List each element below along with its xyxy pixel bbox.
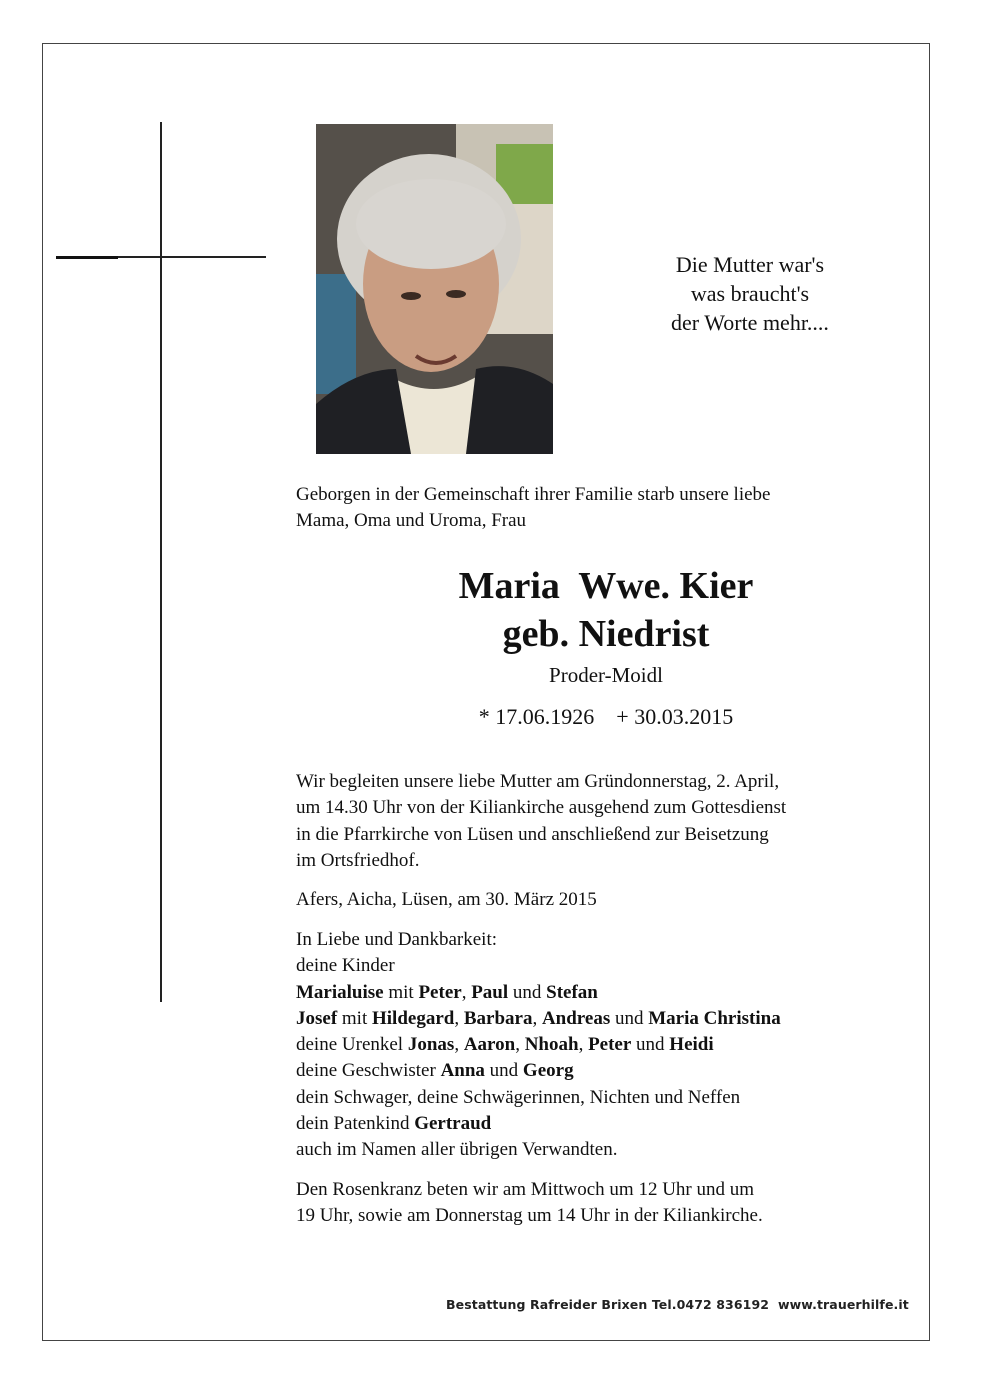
funeral-home-footer: Bestattung Rafreider Brixen Tel.0472 836192 www.trauerhilfe.it (446, 1297, 909, 1312)
house-nickname: Proder-Moidl (549, 663, 663, 687)
children-label: deine Kinder (296, 955, 395, 977)
rosary-line: Den Rosenkranz beten wir am Mittwoch um 12 Uhr und um (296, 1179, 755, 1200)
mourner-line: auch im Namen aller übrigen Verwandten. (296, 1139, 618, 1161)
birth-name: geb. Niedrist (502, 613, 710, 655)
mourner-line: deine Geschwister Anna und Georg (296, 1060, 574, 1082)
mourners-intro: In Liebe und Dankbarkeit: (296, 929, 498, 950)
deceased-name: Maria Wwe. Kier (458, 565, 754, 607)
mourner-line: dein Patenkind Gertraud (296, 1113, 492, 1135)
quote-line: der Worte mehr.... (671, 310, 829, 335)
cross-vertical-bar (160, 122, 162, 1002)
place-date (296, 887, 936, 913)
funeral-line: Wir begleiten unsere liebe Mutter am Gründonnerstag, 2. April, (296, 771, 780, 792)
place-date-text: Afers, Aicha, Lüsen, am 30. März 2015 (296, 889, 597, 910)
funeral-line: in die Pfarrkirche von Lüsen und anschließend zur Beisetzung (296, 823, 769, 845)
mourner-line: Josef mit Hildegard, Barbara, Andreas und Maria Christina (296, 1007, 781, 1029)
funeral-line: um 14.30 Uhr von der Kiliankirche ausgehend zum Gottesdienst (296, 797, 787, 819)
life-dates: * 17.06.1926 + 30.03.2015 (478, 704, 734, 729)
rosary-notice (296, 1177, 936, 1230)
cross-horizontal-accent (56, 256, 118, 259)
mourner-line: Marialuise mit Peter, Paul und Stefan (296, 981, 598, 1003)
intro-text (296, 482, 896, 534)
quote-line: Die Mutter war's (675, 252, 825, 277)
quote-line: was braucht's (690, 281, 810, 306)
mourner-line: deine Urenkel Jonas, Aaron, Nhoah, Peter und Heidi (296, 1034, 714, 1056)
funeral-line: im Ortsfriedhof. (296, 849, 420, 871)
intro-line: Mama, Oma und Uroma, Frau (296, 510, 527, 531)
mourner-line: dein Schwager, deine Schwägerinnen, Nichten und Neffen (296, 1086, 741, 1108)
intro-line: Geborgen in der Gemeinschaft ihrer Familie starb unsere liebe (296, 484, 771, 505)
funeral-announcement (296, 769, 936, 874)
portrait-photo (316, 124, 553, 454)
mourners-list (296, 927, 936, 1164)
memorial-quote (630, 250, 870, 337)
rosary-line: 19 Uhr, sowie am Donnerstag um 14 Uhr in der Kiliankirche. (296, 1205, 763, 1227)
